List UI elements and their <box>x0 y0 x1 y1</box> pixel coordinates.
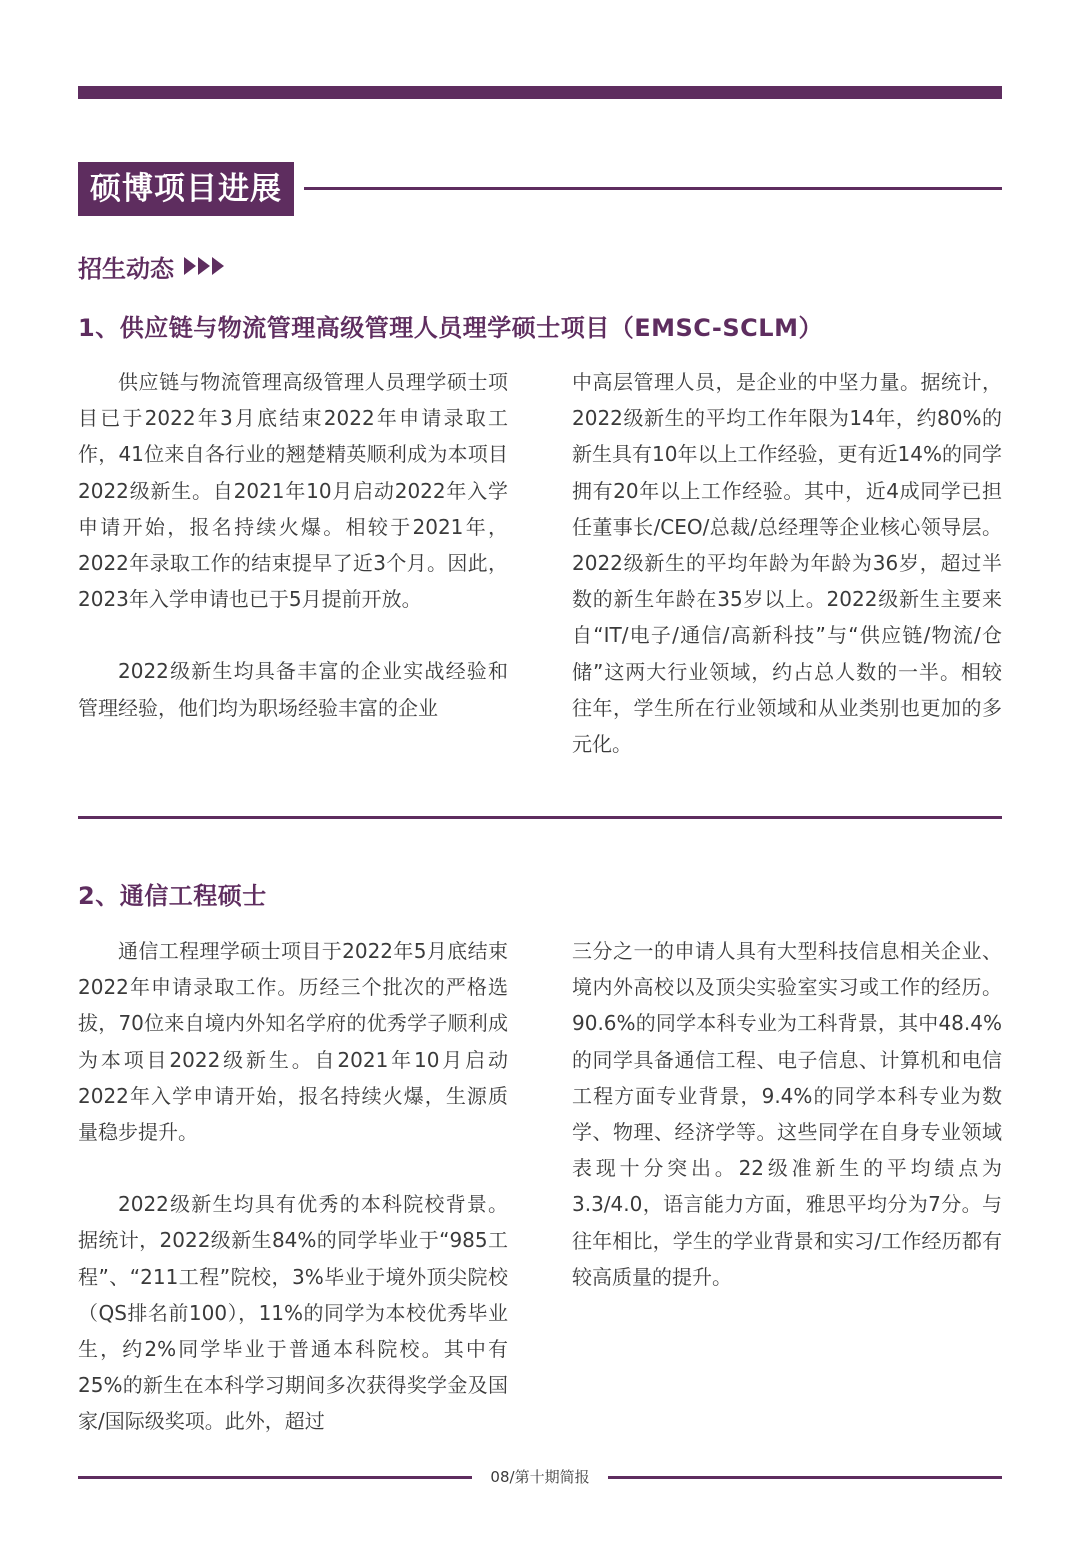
subsection-title: 招生动态 <box>78 254 174 283</box>
program1-left-column <box>78 364 508 726</box>
page-number: 08/第十期简报 <box>490 1468 590 1486</box>
program1-heading: 1、供应链与物流管理高级管理人员理学硕士项目（EMSC-SCLM） <box>78 314 823 342</box>
paragraph: 通信工程理学硕士项目于2022年5月底结束2022年申请录取工作。历经三个批次的严格选拔，70位来自境内外知名学府的优秀学子顺利成为本项目2022级新生。自2021年10月启动2022年入学申请开始，报名持续火爆，生源质量稳步提升。 <box>78 939 508 1145</box>
footer-rule-left <box>78 1476 472 1479</box>
triple-arrow-icon <box>184 257 226 275</box>
paragraph: 2022级新生均具有优秀的本科院校背景。据统计，2022级新生84%的同学毕业于“985工程”、“211工程”院校，3%毕业于境外顶尖院校（QS排名前100），11%的同学为本校优秀毕业生，约2%同学毕业于普通本科院校。其中有25%的新生在本科学习期间多次获得奖学金及国家/国际级奖项。此外，超过 <box>78 1192 508 1434</box>
paragraph: 供应链与物流管理高级管理人员理学硕士项目已于2022年3月底结束2022年申请录取工作，41位来自各行业的翘楚精英顺利成为本项目2022级新生。自2021年10月启动2022年入学申请开始，报名持续火爆。相较于2021年，2022年录取工作的结束提早了近3个月。因此，2023年入学申请也已于5月提前开放。 <box>78 370 508 612</box>
program2-left-column <box>78 933 508 1440</box>
section-title-rule <box>304 187 1002 190</box>
section-divider <box>78 816 1002 819</box>
subsection-header <box>78 246 226 286</box>
paragraph: 三分之一的申请人具有大型科技信息相关企业、境内外高校以及顶尖实验室实习或工作的经历。90.6%的同学本科专业为工科背景，其中48.4%的同学具备通信工程、电子信息、计算机和电信工程方面专业背景，9.4%的同学本科专业为数学、物理、经济学等。这些同学在自身专业领域表现十分突出。22级准新生的平均绩点为3.3/4.0，语言能力方面，雅思平均分为7分。与往年相比，学生的学业背景和实习/工作经历都有较高质量的提升。 <box>572 939 1002 1289</box>
program2-heading: 2、通信工程硕士 <box>78 882 267 910</box>
program1-right-column <box>572 364 1002 762</box>
section-header <box>78 162 1002 216</box>
footer-rule-right <box>608 1476 1002 1479</box>
paragraph: 中高层管理人员，是企业的中坚力量。据统计，2022级新生的平均工作年限为14年，约80%的新生具有10年以上工作经验，更有近14%的同学拥有20年以上工作经验。其中，近4成同学已担任董事长/CEO/总裁/总经理等企业核心领导层。2022级新生的平均年龄为年龄为36岁，超过半数的新生年龄在35岁以上。2022级新生主要来自“IT/电子/通信/高新科技”与“供应链/物流/仓储”这两大行业领域，约占总人数的一半。相较往年，学生所在行业领域和从业类别也更加的多元化。 <box>572 370 1002 757</box>
section-title: 硕博项目进展 <box>78 162 294 216</box>
page-footer <box>78 1466 1002 1488</box>
paragraph: 2022级新生均具备丰富的企业实战经验和管理经验，他们均为职场经验丰富的企业 <box>78 659 508 720</box>
top-accent-bar <box>78 86 1002 99</box>
program2-right-column <box>572 933 1002 1295</box>
